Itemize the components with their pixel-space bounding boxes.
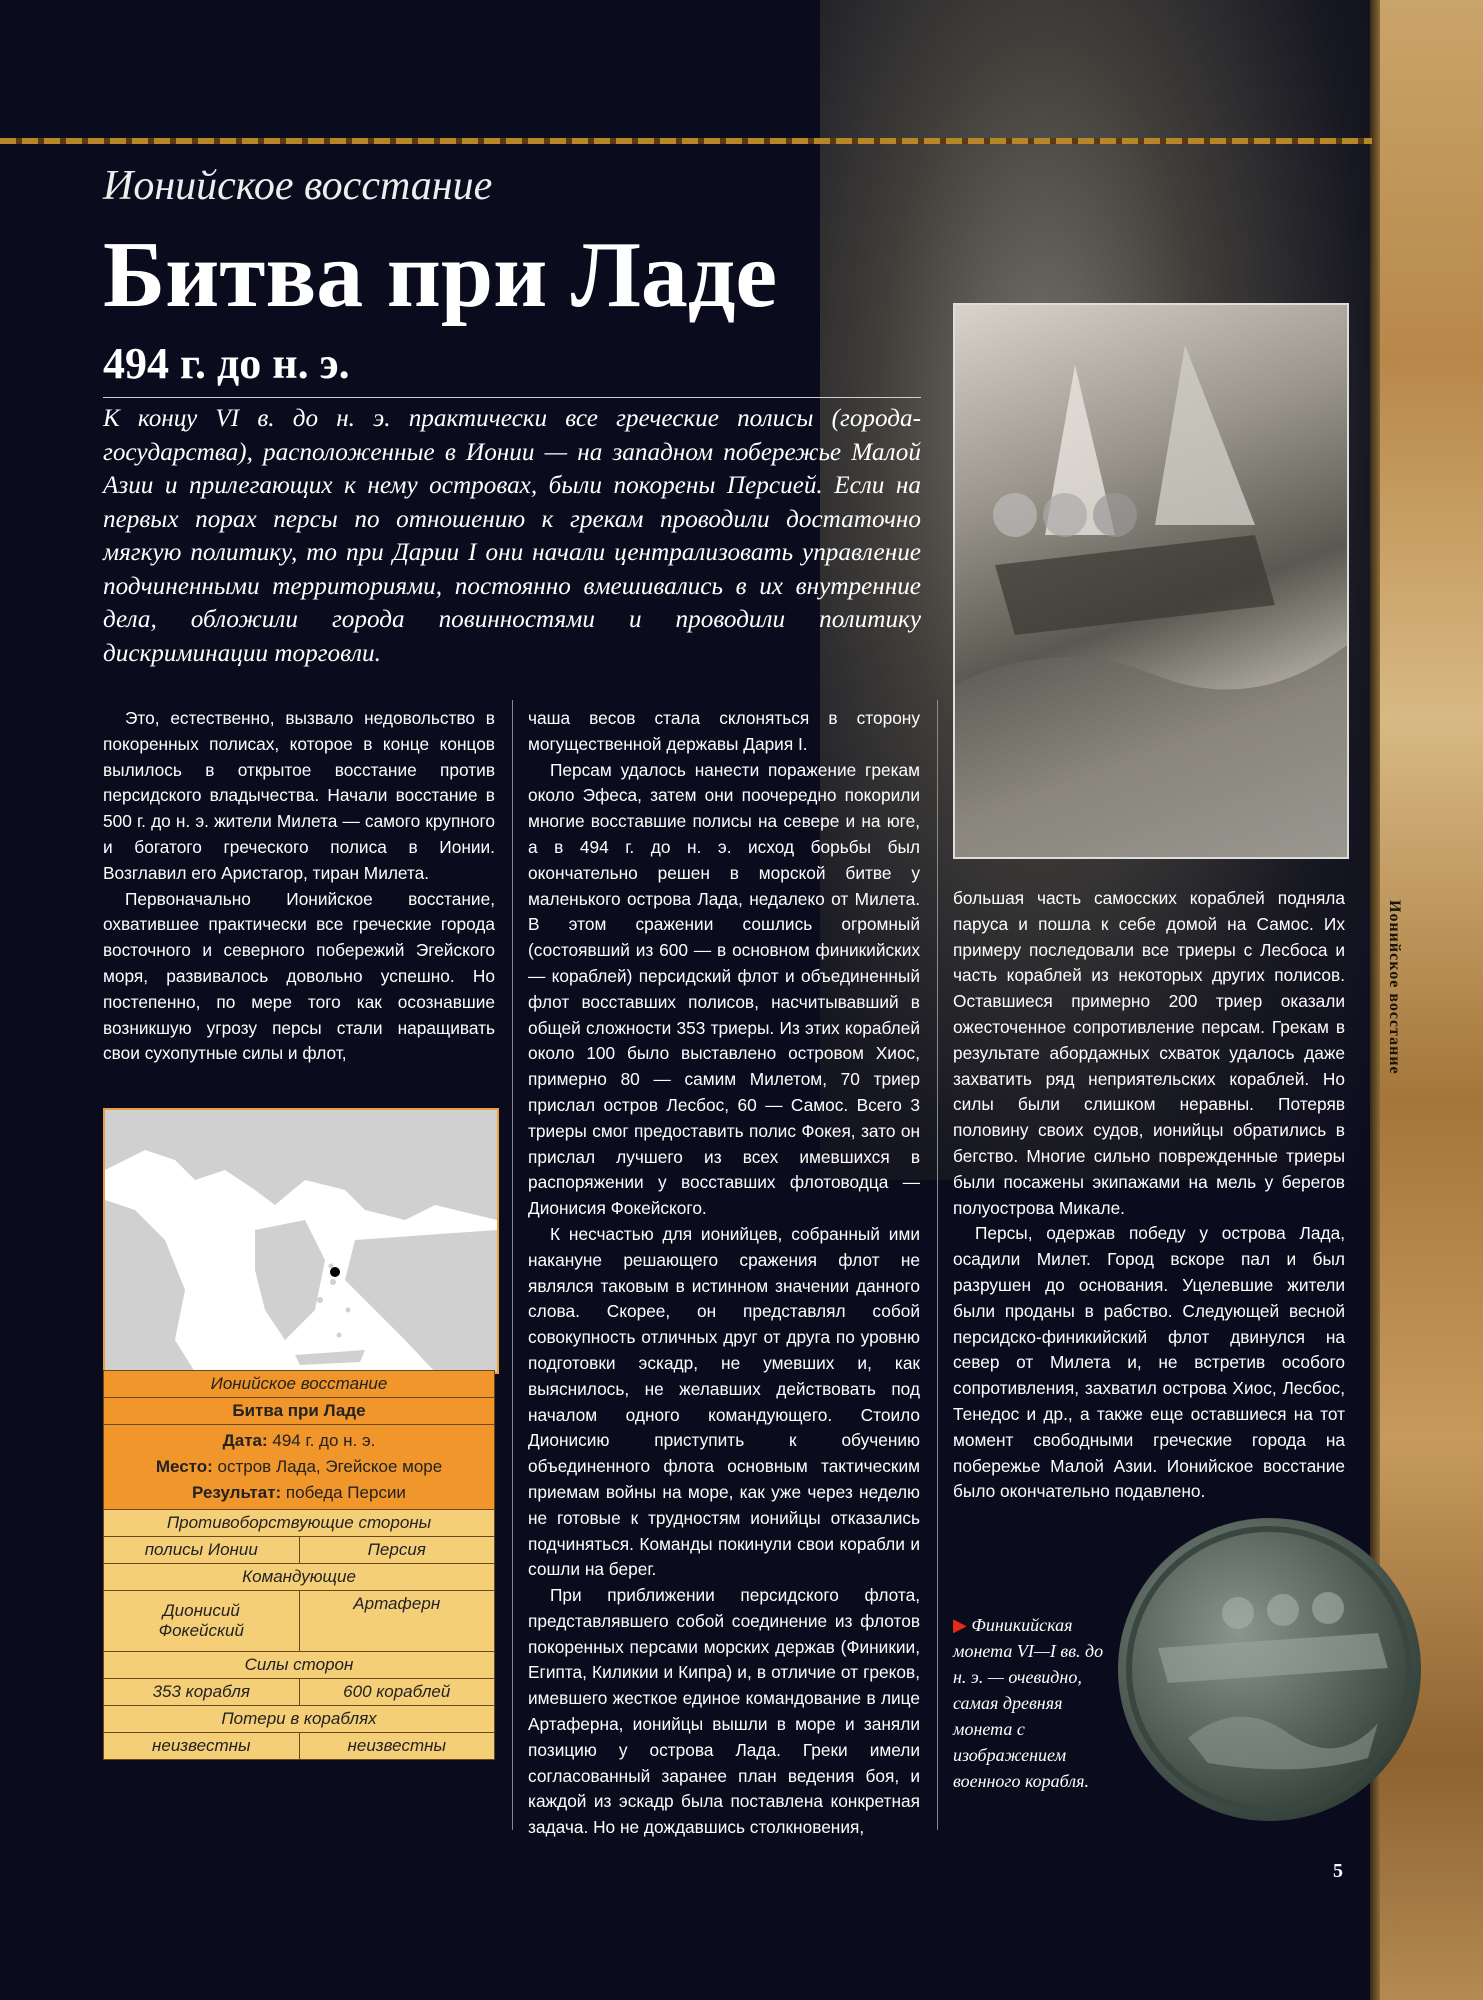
battle-location-marker <box>330 1267 340 1277</box>
lead-paragraph: К концу VI в. до н. э. практически все греческие полисы (города-государства), расположенные в Ионии — на западном побережье Малой Азии и прилегающих к нему островах, были покорены Персией. Если на первых порах персы по отношению к грекам проводили достаточно мягкую политику, то при Дарии I они начали централизовать управление подчиненными территориями, постоянно вмешивались в их внутренние дела, обложили города повинностями и проводили политику дискриминации торговли. <box>103 405 921 667</box>
side-running-header: Ионийское восстание <box>1386 900 1403 1075</box>
text-column-1 <box>103 706 495 1067</box>
phoenician-coin-image <box>1118 1518 1421 1821</box>
text-column-2 <box>528 706 920 1841</box>
info-date-value: 494 г. до н. э. <box>267 1431 376 1450</box>
paragraph: Персы, одержав победу у острова Лада, осадили Милет. Город вскоре пал и был разрушен до основания. Уцелевшие жители были проданы в рабство. Следующей весной персидско-финикийский флот двинулся на север от Милета и, не встретив особого сопротивления, захватил острова Хиос, Лесбос, Тенедос и др., а также еще оставшиеся на тот момент свободными греческие города на побережье Малой Азии. Ионийское восстание было окончательно подавлено. <box>953 1223 1345 1502</box>
info-commander-2: Артаферн <box>299 1591 495 1652</box>
text-column-3 <box>953 886 1345 1505</box>
coin-relief <box>1118 1518 1421 1821</box>
paragraph: Персам удалось нанести поражение грекам около Эфеса, затем они поочередно покорили многие восставшие полисы на севере и на юге, а в 494 г. до н. э. исход борьбы был окончательно решен в морской битве у маленького острова Лада, недалеко от Милета. В этом сражении сошлись огромный (состоявший из 600 — в основном финикийских — кораблей) персидский флот и объединенный флот восставших полисов, насчитывавший в общей сложности 353 триеры. Из этих кораблей около 100 было выставлено островом Хиос, примерно 80 — самим Милетом, 70 триер прислал остров Лесбос, 60 — Самос. Всего 3 триеры смог предоставить полис Фокея, зато он прислал лучшего из всех имевшихся в распоряжении у восставших флотоводца — Дионисия Фокейского. <box>528 759 920 1219</box>
info-losses-header: Потери в кораблях <box>104 1706 495 1733</box>
paragraph: чаша весов стала склоняться в сторону могущественной державы Дария I. <box>528 708 920 754</box>
info-battle: Битва при Ладе <box>104 1398 495 1425</box>
battle-illustration-art <box>955 305 1347 857</box>
column-divider <box>937 700 938 1830</box>
info-losses-2: неизвестны <box>299 1733 495 1760</box>
info-place-label: Место: <box>155 1457 213 1476</box>
section-title: Ионийское восстание <box>103 163 493 209</box>
page-number: 5 <box>1333 1860 1343 1882</box>
battle-illustration <box>953 303 1349 859</box>
info-date-label: Дата: <box>222 1431 268 1450</box>
info-forces-1: 353 корабля <box>104 1679 300 1706</box>
info-side-1: полисы Ионии <box>104 1537 300 1564</box>
info-losses-1: неизвестны <box>104 1733 300 1760</box>
info-result-value: победа Персии <box>281 1483 406 1502</box>
info-forces-header: Силы сторон <box>104 1652 495 1679</box>
battle-info-table <box>103 1370 495 1760</box>
aegean-map <box>105 1110 497 1372</box>
coin-caption-text: Финикийская монета VI—I вв. до н. э. — очевидно, самая древняя монета с изображением военного корабля. <box>953 1615 1104 1791</box>
battle-date: 494 г. до н. э. <box>103 339 350 388</box>
paragraph: Это, естественно, вызвало недовольство в покоренных полисах, которое в конце концов вылилось в открытое восстание против персидского владычества. Начали восстание в 500 г. до н. э. жители Милета — самого крупного и богатого греческого полиса в Ионии. Возглавил его Аристагор, тиран Милета. <box>103 708 495 883</box>
title-rule <box>103 397 921 398</box>
location-map <box>103 1108 499 1374</box>
info-commanders-header: Командующие <box>104 1564 495 1591</box>
info-forces-2: 600 кораблей <box>299 1679 495 1706</box>
info-side-2: Персия <box>299 1537 495 1564</box>
page-title: Битва при Ладе <box>103 223 778 327</box>
info-war: Ионийское восстание <box>104 1371 495 1398</box>
info-commander-1: Дионисий Фокейский <box>104 1591 300 1652</box>
decorative-rule <box>0 138 1372 144</box>
paragraph: К несчастью для ионийцев, собранный ими накануне решающего сражения флот не являлся таковым в истинном значении данного слова. Скорее, он представлял собой совокупность отличных друг от друга по уровню подготовки эскадр, не умевших и, как выяснилось, не желавших действовать под началом одного командующего. Стоило Дионисию приступить к обучению объединенного флота основным тактическим приемам войны на море, как уже через неделю не готовые к трудностям ионийцы отказались подчиняться. Команды покинули свои корабли и сошли на берег. <box>528 1223 920 1580</box>
paragraph: Первоначально Ионийское восстание, охватившее практически все греческие города восточного и северного побережий Эгейского моря, развивалось довольно успешно. Но постепенно, по мере того как осознавшие возникшую угрозу персы стали наращивать свои сухопутные силы и флот, <box>103 888 495 1064</box>
paragraph: большая часть самосских кораблей подняла паруса и пошла к себе домой на Самос. Их примеру последовали все триеры с Лесбоса и часть кораблей из некоторых других полисов. Оставшиеся примерно 200 триер оказали ожесточенное сопротивление персам. Грекам в результате абордажных схваток удалось даже захватить ряд неприятельских кораблей. Но силы были слишком неравны. Потеряв половину своих судов, ионийцы обратились в бегство. Многие сильно поврежденные триеры были посажены экипажами на мель у берегов полуострова Микале. <box>953 888 1345 1218</box>
paragraph: При приближении персидского флота, представлявшего собой соединение из флотов покоренных персами морских держав (Финикии, Египта, Киликии и Кипра) и, в отличие от греков, имевшего жесткое единое командование в лице Артаферна, ионийцы вышли в море и заняли позицию у острова Лада. Греки имели согласованный заранее план ведения боя, и каждой из эскадр была поставлена конкретная задача. Но не дождавшись столкновения, <box>528 1585 920 1838</box>
info-details <box>104 1425 495 1510</box>
coin-caption <box>953 1612 1118 1794</box>
column-divider <box>512 700 513 1830</box>
caption-arrow-icon: ▶ <box>953 1615 967 1635</box>
info-place-value: остров Лада, Эгейское море <box>212 1457 443 1476</box>
info-result-label: Результат: <box>192 1483 282 1502</box>
info-sides-header: Противоборствующие стороны <box>104 1510 495 1537</box>
